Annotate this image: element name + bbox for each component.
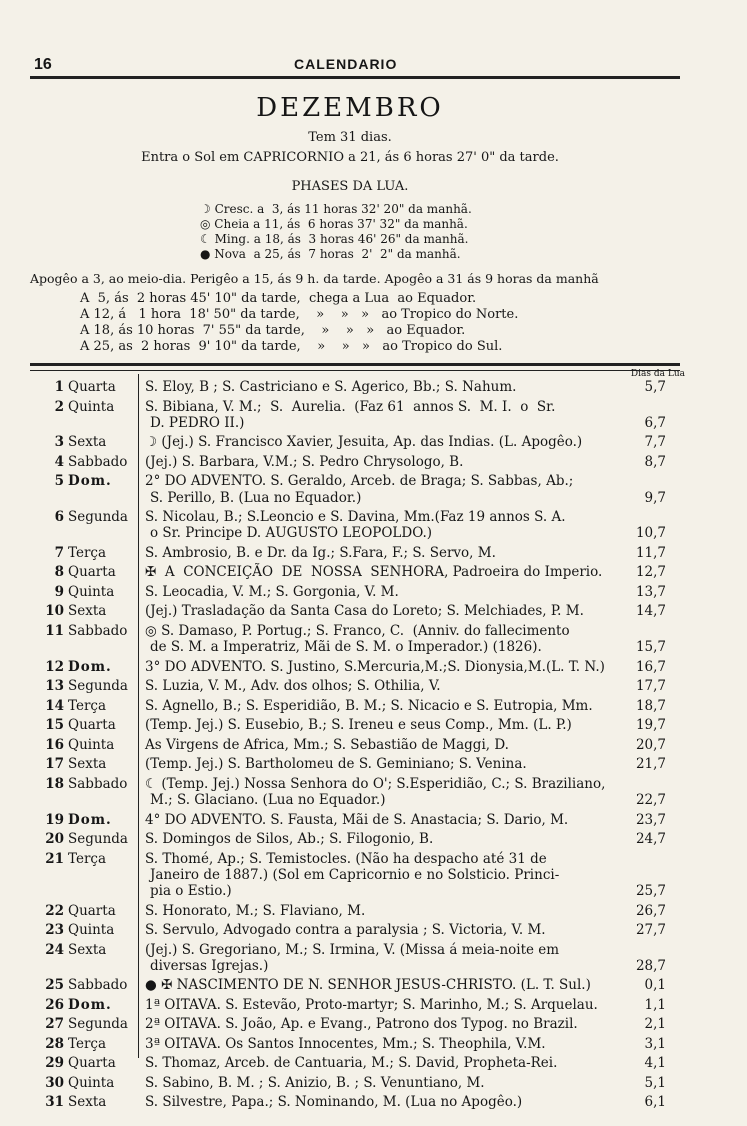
saints-entry-line: S. Silvestre, Papa.; S. Nominando, M. (Lua no Apogêo.)	[145, 1094, 523, 1111]
page-number: 16	[34, 56, 52, 73]
weekday: Sabbado	[68, 775, 128, 792]
weekday: Quarta	[68, 379, 116, 395]
moon-age: 12,7	[635, 564, 666, 581]
moon-age: 21,7	[635, 756, 666, 773]
equator-line: A 5, ás 2 horas 45' 10" da tarde, chega a Lua ao Equador.	[80, 291, 477, 306]
saints-entry-line: S. Agnello, B.; S. Esperidião, B. M.; S. Nicacio e S. Eutropia, Mm.	[145, 697, 593, 714]
day-number: 24	[45, 941, 64, 958]
saints-entry-line: (Jej.) Trasladação da Santa Casa do Loreto; S. Melchiades, P. M.	[145, 603, 584, 620]
weekday: Quarta	[68, 902, 116, 919]
moon-age: 4,1	[644, 1055, 666, 1072]
weekday: Quarta	[68, 717, 116, 734]
sun-line: Entra o Sol em CAPRICORNIO a 21, ás 6 horas 27' 0" da tarde.	[141, 150, 559, 165]
weekday: Dom.	[68, 658, 112, 675]
weekday: Segunda	[68, 831, 128, 847]
saints-entry-line: (Temp. Jej.) S. Bartholomeu de S. Geminiano; S. Venina.	[145, 756, 527, 773]
saints-entry-line: ☽ (Jej.) S. Francisco Xavier, Jesuita, Ap. das Indias. (L. Apogêo.)	[145, 434, 583, 451]
moon-phase-waning: ☾ Ming. a 18, ás 3 horas 46' 26" da manhã.	[200, 232, 469, 246]
saints-entry-line: ◎ S. Damaso, P. Portug.; S. Franco, C. (Anniv. do fallecimento	[145, 622, 570, 639]
saints-entry-line: ● ✠ NASCIMENTO DE N. SENHOR JESUS-CHRISTO. (L. T. Sul.)	[145, 977, 591, 994]
moon-age: 5,1	[644, 1074, 666, 1091]
weekday: Sexta	[68, 941, 107, 958]
saints-entry-line: S. Domingos de Silos, Ab.; S. Filogonio, B.	[145, 831, 434, 847]
moon-phase-new: ● Nova a 25, ás 7 horas 2' 2" da manhã.	[200, 247, 461, 261]
equator-line: A 18, ás 10 horas 7' 55" da tarde, » » » ao Equador.	[80, 323, 466, 338]
day-number: 1	[54, 379, 64, 395]
day-number: 12	[45, 658, 64, 675]
saints-entry-line: 3° DO ADVENTO. S. Justino, S.Mercuria,M.;S. Dionysia,M.(L. T. N.)	[145, 658, 605, 675]
saints-entry-line: S. Nicolau, B.; S.Leoncio e S. Davina, Mm.(Faz 19 annos S. A.	[145, 509, 566, 526]
moon-phase-full: ◎ Cheia a 11, ás 6 horas 37' 32" da manhã.	[200, 217, 468, 231]
day-number: 25	[45, 977, 64, 994]
saints-entry-line: (Jej.) S. Barbara, V.M.; S. Pedro Chrysologo, B.	[145, 453, 464, 470]
day-number: 28	[45, 1035, 64, 1052]
weekday: Segunda	[68, 678, 128, 695]
weekday: Dom.	[68, 996, 112, 1013]
moon-age: 13,7	[635, 583, 666, 600]
weekday: Terça	[68, 544, 107, 561]
saints-entry-line: pia o Estio.)	[150, 883, 232, 900]
moon-age: 6,7	[644, 414, 666, 431]
day-number: 30	[45, 1074, 64, 1091]
saints-entry-line: 2° DO ADVENTO. S. Geraldo, Arceb. de Braga; S. Sabbas, Ab.;	[145, 473, 574, 490]
moon-age: 10,7	[635, 525, 666, 542]
saints-entry-line: S. Leocadia, V. M.; S. Gorgonia, V. M.	[145, 583, 399, 600]
day-number: 27	[45, 1016, 64, 1033]
saints-entry-line: de S. M. a Imperatriz, Mãi de S. M. o Imperador.) (1826).	[150, 639, 542, 656]
moon-age: 9,7	[644, 489, 666, 506]
saints-entry-line: M.; S. Glaciano. (Lua no Equador.)	[150, 791, 386, 808]
moon-age: 20,7	[635, 736, 666, 753]
moon-age: 27,7	[635, 922, 666, 939]
day-number: 21	[45, 850, 64, 867]
moon-age: 17,7	[635, 678, 666, 695]
weekday: Quarta	[68, 1055, 116, 1072]
saints-entry-line: Janeiro de 1887.) (Sol em Capricornio e no Solsticio. Princi-	[150, 866, 560, 883]
table-top-rule	[30, 363, 680, 371]
day-number: 8	[54, 564, 64, 581]
saints-entry-line: S. Servulo, Advogado contra a paralysia ; S. Victoria, V. M.	[145, 922, 546, 939]
weekday: Segunda	[68, 509, 128, 526]
weekday: Sexta	[68, 434, 107, 451]
saints-entry-line: S. Perillo, B. (Lua no Equador.)	[150, 489, 362, 506]
moon-age: 8,7	[644, 453, 666, 470]
equator-line: A 12, á 1 hora 18' 50" da tarde, » » » ao Tropico do Norte.	[80, 307, 519, 322]
day-number: 14	[45, 697, 64, 714]
day-number: 3	[54, 434, 64, 451]
saints-entry-line: 1ª OITAVA. S. Estevão, Proto-martyr; S. Marinho, M.; S. Arquelau.	[145, 996, 598, 1013]
weekday: Quinta	[68, 1074, 115, 1091]
moon-age: 28,7	[635, 957, 666, 974]
day-number: 23	[45, 922, 64, 939]
weekday: Quinta	[68, 736, 115, 753]
days-line: Tem 31 dias.	[308, 130, 392, 145]
day-number: 10	[45, 603, 64, 620]
moon-age: 15,7	[635, 639, 666, 656]
apogee-line: Apogêo a 3, ao meio-dia. Perigêo a 15, ás 9 h. da tarde. Apogêo a 31 ás 9 horas da manhã	[30, 271, 599, 286]
month-title: DEZEMBRO	[256, 93, 444, 123]
moon-age: 18,7	[635, 697, 666, 714]
saints-entry-line: S. Thomaz, Arceb. de Cantuaria, M.; S. David, Propheta-Rei.	[145, 1055, 558, 1072]
moon-age: 16,7	[635, 658, 666, 675]
weekday: Terça	[68, 1035, 107, 1052]
weekday: Terça	[68, 850, 107, 867]
saints-entry-line: S. Luzia, V. M., Adv. dos olhos; S. Othilia, V.	[145, 678, 441, 695]
saints-entry-line: S. Thomé, Ap.; S. Temistocles. (Não ha despacho até 31 de	[145, 850, 547, 867]
moon-age: 1,1	[644, 996, 666, 1013]
day-number: 11	[45, 622, 64, 639]
saints-entry-line: (Jej.) S. Gregoriano, M.; S. Irmina, V. (Missa á meia-noite em	[145, 941, 560, 958]
moon-age: 19,7	[635, 717, 666, 734]
saints-entry-line: S. Honorato, M.; S. Flaviano, M.	[145, 902, 366, 919]
equator-line: A 25, as 2 horas 9' 10" da tarde, » » » ao Tropico do Sul.	[80, 339, 503, 354]
day-number: 18	[45, 775, 64, 792]
day-number: 29	[45, 1055, 64, 1072]
weekday: Quinta	[68, 398, 115, 415]
moon-age: 23,7	[635, 811, 666, 828]
moon-age: 7,7	[644, 434, 666, 451]
day-number: 2	[54, 398, 64, 415]
weekday: Sexta	[68, 756, 107, 773]
day-number: 19	[45, 811, 64, 828]
saints-entry-line: S. Sabino, B. M. ; S. Anizio, B. ; S. Venuntiano, M.	[145, 1074, 485, 1091]
weekday: Sabbado	[68, 977, 128, 994]
saints-entry-line: o Sr. Principe D. AUGUSTO LEOPOLDO.)	[150, 525, 433, 542]
running-head: CALENDARIO	[294, 56, 398, 72]
moon-age: 3,1	[644, 1035, 666, 1052]
weekday: Sexta	[68, 603, 107, 620]
saints-entry-line: S. Eloy, B ; S. Castriciano e S. Agerico, Bb.; S. Nahum.	[145, 379, 517, 395]
saints-entry-line: As Virgens de Africa, Mm.; S. Sebastião de Maggi, D.	[145, 736, 509, 753]
weekday: Sexta	[68, 1094, 107, 1111]
dias-da-lua-header: Dias da Lua	[630, 369, 685, 379]
day-number: 9	[54, 583, 64, 600]
day-number: 6	[54, 509, 64, 526]
saints-entry-line: S. Ambrosio, B. e Dr. da Ig.; S.Fara, F.; S. Servo, M.	[145, 544, 496, 561]
moon-age: 6,1	[644, 1094, 666, 1111]
saints-entry-line: 2ª OITAVA. S. João, Ap. e Evang., Patrono dos Typog. no Brazil.	[145, 1016, 578, 1033]
day-number: 22	[45, 902, 64, 919]
column-divider	[138, 374, 139, 1058]
day-number: 13	[45, 678, 64, 695]
weekday: Quinta	[68, 583, 115, 600]
saints-entry-line: 3ª OITAVA. Os Santos Innocentes, Mm.; S. Theophila, V.M.	[145, 1035, 546, 1052]
day-number: 31	[45, 1094, 64, 1111]
saints-entry-line: (Temp. Jej.) S. Eusebio, B.; S. Ireneu e seus Comp., Mm. (L. P.)	[145, 717, 572, 734]
moon-age: 14,7	[635, 603, 666, 620]
saints-entry-line: ✠ A CONCEIÇÃO DE NOSSA SENHORA, Padroeira do Imperio.	[145, 564, 603, 581]
weekday: Quarta	[68, 564, 116, 581]
saints-entry-line: 4° DO ADVENTO. S. Fausta, Mãi de S. Anastacia; S. Dario, M.	[145, 811, 569, 828]
saints-entry-line: D. PEDRO II.)	[150, 414, 245, 431]
weekday: Sabbado	[68, 622, 128, 639]
day-number: 16	[45, 736, 64, 753]
weekday: Dom.	[68, 811, 112, 828]
day-number: 4	[54, 453, 64, 470]
day-number: 20	[45, 831, 64, 847]
weekday: Terça	[68, 697, 107, 714]
day-number: 17	[45, 756, 64, 773]
saints-entry-line: S. Bibiana, V. M.; S. Aurelia. (Faz 61 annos S. M. I. o Sr.	[145, 398, 556, 415]
moon-age: 5,7	[644, 379, 666, 395]
moon-age: 22,7	[635, 791, 666, 808]
saints-entry-line: diversas Igrejas.)	[150, 957, 269, 974]
saints-entry-line: ☾ (Temp. Jej.) Nossa Senhora do O'; S.Esperidião, C.; S. Braziliano,	[145, 775, 606, 792]
day-number: 5	[54, 473, 64, 490]
moon-age: 11,7	[635, 544, 666, 561]
day-number: 7	[54, 544, 64, 561]
day-number: 15	[45, 717, 64, 734]
moon-age: 26,7	[635, 902, 666, 919]
weekday: Quinta	[68, 922, 115, 939]
weekday: Dom.	[68, 473, 112, 490]
moon-phase-crescent: ☽ Cresc. a 3, ás 11 horas 32' 20" da manhã.	[200, 202, 472, 216]
weekday: Sabbado	[68, 453, 128, 470]
weekday: Segunda	[68, 1016, 128, 1033]
header-rule	[30, 76, 680, 79]
moon-age: 2,1	[644, 1016, 666, 1033]
moon-age: 0,1	[644, 977, 666, 994]
moon-age: 25,7	[635, 883, 666, 900]
day-number: 26	[45, 996, 64, 1013]
phases-title: PHASES DA LUA.	[291, 179, 409, 194]
moon-age: 24,7	[635, 831, 666, 847]
